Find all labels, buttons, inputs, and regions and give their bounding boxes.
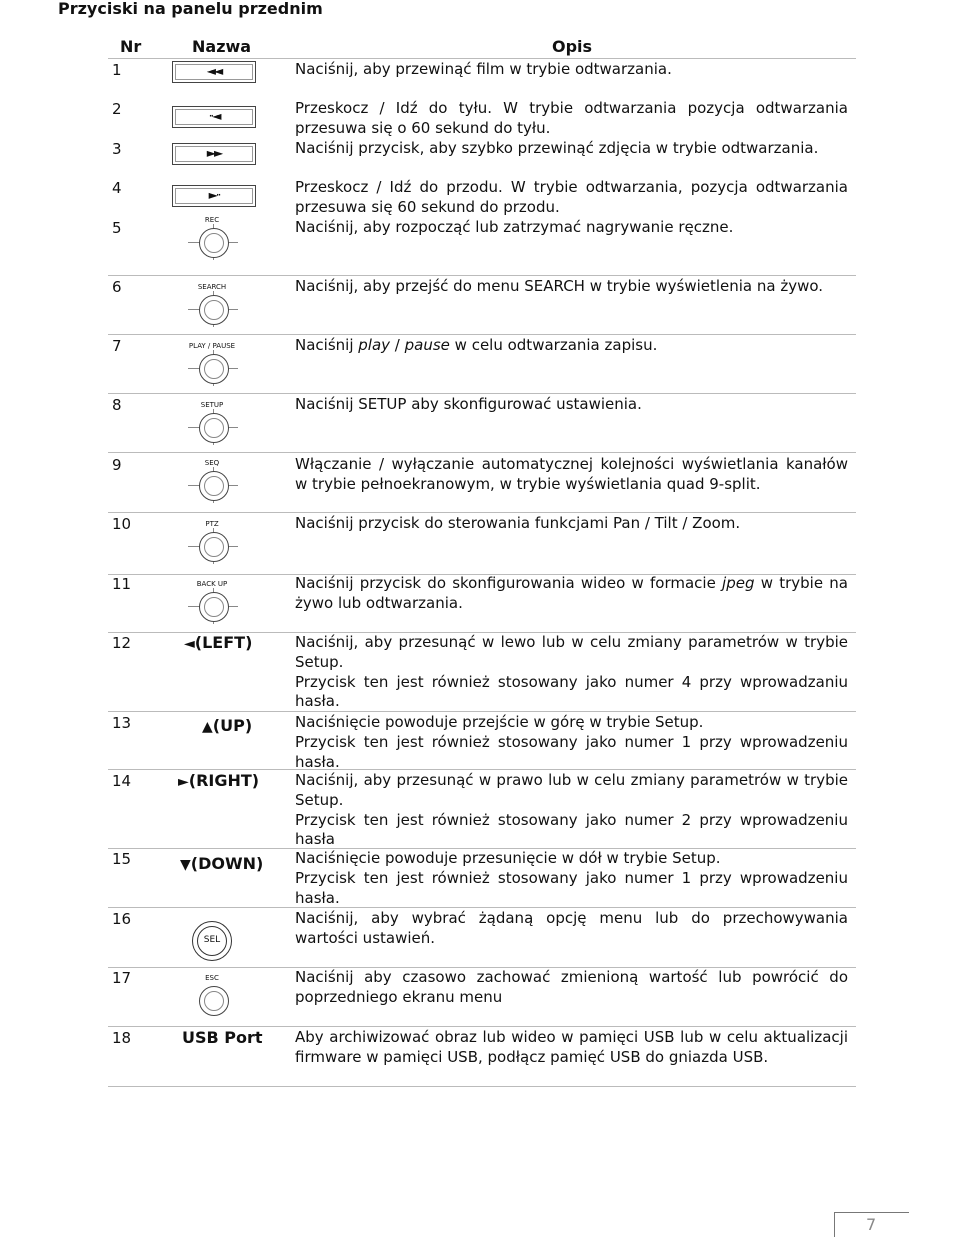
- fast-forward-glyph: ►►: [206, 146, 222, 160]
- row-description: Naciśnij, aby przesunąć w lewo lub w celu zmiany parametrów w trybie Setup. Przycisk ten jest również stosowany jako numer 4 przy wprowadzaniu hasła.: [295, 633, 848, 711]
- row-number: 10: [112, 515, 132, 533]
- play-word: play: [358, 336, 391, 354]
- row-description: Aby archiwizować obraz lub wideo w pamięci USB lub w celu aktualizacji firmware w pamięci USB, podłącz pamięć USB do gniazda USB.: [295, 1028, 848, 1066]
- row-number: 14: [112, 772, 132, 790]
- row-description: Przeskocz / Idź do przodu. W trybie odtwarzania, pozycja odtwarzania przesuwa się 60 sekund do przodu.: [295, 178, 848, 216]
- setup-caption: SETUP: [200, 401, 224, 409]
- table-header: [108, 36, 856, 59]
- right-arrow-icon: ►: [178, 774, 189, 790]
- row-description: Naciśnij SETUP aby skonfigurować ustawienia.: [295, 395, 642, 413]
- sel-button-icon: [192, 921, 232, 961]
- table-row: [108, 218, 856, 276]
- row-number: 13: [112, 714, 132, 732]
- table-row: [108, 514, 856, 575]
- up-arrow-icon: ▲: [202, 719, 213, 735]
- row-description: Naciśnij, aby rozpocząć lub zatrzymać nagrywanie ręczne.: [295, 218, 734, 236]
- down-key-label: ▼(DOWN): [180, 854, 264, 873]
- table-row: [108, 178, 856, 218]
- column-header-nazwa: Nazwa: [192, 37, 252, 56]
- play-pause-caption: PLAY / PAUSE: [188, 342, 236, 350]
- table-row: [108, 455, 856, 513]
- row-description: Naciśnięcie powoduje przesunięcie w dół w trybie Setup. Przycisk ten jest również stosowany jako numer 1 przy wprowadzeniu hasła.: [295, 849, 848, 907]
- row-number: 8: [112, 396, 122, 414]
- table-row: [108, 771, 856, 849]
- table-row: [108, 1028, 856, 1087]
- row-number: 3: [112, 140, 122, 158]
- rec-caption: REC: [204, 216, 220, 224]
- down-arrow-icon: ▼: [180, 857, 191, 873]
- row-number: 11: [112, 575, 132, 593]
- row-description: Naciśnij aby czasowo zachować zmienioną wartość lub powrócić do poprzedniego ekranu menu: [295, 968, 848, 1006]
- left-key-label: ◄(LEFT): [184, 633, 253, 652]
- row-description: Włączanie / wyłączanie automatycznej kolejności wyświetlania kanałów w trybie pełnoekranowym, w trybie wyświetlania quad 9-split.: [295, 455, 848, 493]
- page-number: 7: [866, 1215, 877, 1234]
- row-description: Naciśnij play / pause w celu odtwarzania zapisu.: [295, 336, 658, 354]
- table-row: [108, 574, 856, 633]
- table-row: [108, 713, 856, 770]
- row-description: Naciśnij przycisk, aby szybko przewinąć zdjęcia w trybie odtwarzania.: [295, 139, 819, 157]
- table-row: [108, 139, 856, 179]
- row-number: 5: [112, 219, 122, 237]
- column-header-opis: Opis: [552, 37, 593, 56]
- table-row: [108, 60, 856, 98]
- row-description: Naciśnij przycisk do sterowania funkcjami Pan / Tilt / Zoom.: [295, 514, 741, 532]
- row-number: 1: [112, 61, 122, 79]
- row-number: 9: [112, 456, 122, 474]
- row-number: 12: [112, 634, 132, 652]
- row-number: 18: [112, 1029, 132, 1047]
- table-row: [108, 395, 856, 453]
- up-key-label: ▲(UP): [202, 716, 253, 735]
- esc-caption: ESC: [205, 974, 219, 982]
- row-number: 16: [112, 910, 132, 928]
- jpeg-word: jpeg: [722, 574, 755, 592]
- table-row: [108, 99, 856, 139]
- row-number: 2: [112, 100, 122, 118]
- row-description: Naciśnięcie powoduje przejście w górę w trybie Setup. Przycisk ten jest również stosowany jako numer 1 przy wprowadzeniu hasła.: [295, 713, 848, 771]
- seq-caption: SEQ: [204, 459, 220, 467]
- row-description: Naciśnij, aby przejść do menu SEARCH w trybie wyświetlenia na żywo.: [295, 277, 824, 295]
- table-row: [108, 336, 856, 394]
- left-arrow-icon: ◄: [184, 636, 195, 652]
- skip-back-glyph: ··◄: [208, 109, 220, 123]
- row-description: Naciśnij przycisk do skonfigurowania wideo w formacie jpeg w trybie na żywo lub odtwarzania.: [295, 574, 848, 612]
- table-row: [108, 849, 856, 908]
- right-key-label: ►(RIGHT): [178, 771, 260, 790]
- ptz-caption: PTZ: [205, 520, 219, 528]
- rewind-button-icon: [172, 61, 256, 83]
- backup-caption: BACK UP: [196, 580, 228, 588]
- row-number: 15: [112, 850, 132, 868]
- row-number: 6: [112, 278, 122, 296]
- page-heading: Przyciski na panelu przednim: [58, 0, 323, 18]
- sel-caption: SEL: [203, 935, 221, 945]
- row-description: Naciśnij, aby przesunąć w prawo lub w celu zmiany parametrów w trybie Setup. Przycisk ten jest również stosowany jako numer 2 przy wprowadzeniu hasła: [295, 771, 848, 849]
- skip-forward-glyph: ►··: [208, 188, 220, 202]
- search-caption: SEARCH: [197, 283, 227, 291]
- table-row: [108, 277, 856, 335]
- table-row: [108, 633, 856, 712]
- table-row: [108, 909, 856, 968]
- row-number: 17: [112, 969, 132, 987]
- row-description: Naciśnij, aby przewinąć film w trybie odtwarzania.: [295, 60, 672, 78]
- pause-word: pause: [404, 336, 450, 354]
- skip-forward-button-icon: [172, 185, 256, 207]
- row-description: Przeskocz / Idź do tyłu. W trybie odtwarzania pozycja odtwarzania przesuwa się o 60 sekund do tyłu.: [295, 99, 848, 137]
- usb-port-label: USB Port: [182, 1028, 263, 1047]
- rewind-glyph: ◄◄: [206, 64, 222, 78]
- row-number: 7: [112, 337, 122, 355]
- column-header-nr: Nr: [120, 37, 142, 56]
- skip-back-button-icon: [172, 106, 256, 128]
- row-description: Naciśnij, aby wybrać żądaną opcję menu lub do przechowywania wartości ustawień.: [295, 909, 848, 947]
- fast-forward-button-icon: [172, 143, 256, 165]
- row-number: 4: [112, 179, 122, 197]
- table-row: [108, 968, 856, 1027]
